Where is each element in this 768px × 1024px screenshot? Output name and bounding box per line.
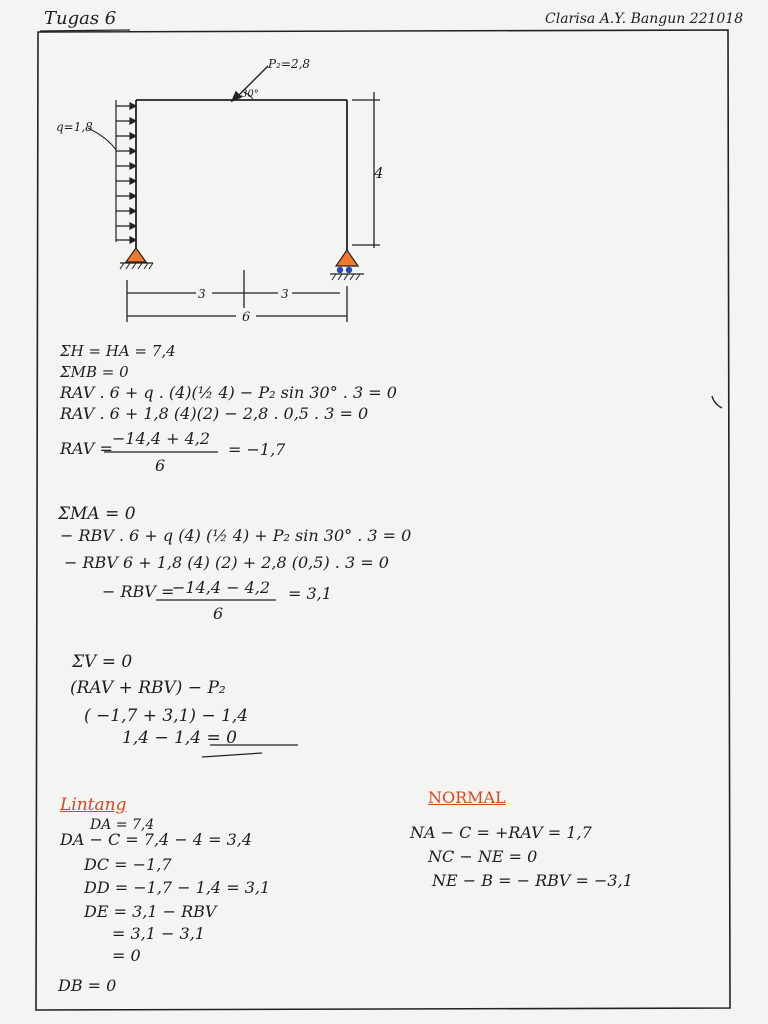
lintang-line-4: DE = 3,1 − RBV xyxy=(84,902,217,921)
eq-sum-h: ΣH = HA = 7,4 xyxy=(60,342,176,360)
eq-rav-numerator: −14,4 + 4,2 xyxy=(112,429,211,448)
load-q-label: q=1,8 xyxy=(56,120,93,134)
lintang-line-2: DC = −1,7 xyxy=(84,855,172,874)
eq-rav-1: RAV . 6 + q . (4)(½ 4) − P₂ sin 30° . 3 = 0 xyxy=(60,383,397,402)
span-left-label: 3 xyxy=(198,287,206,301)
eq-rav-result: = −1,7 xyxy=(228,440,286,459)
normal-line-1: NA − C = +RAV = 1,7 xyxy=(410,823,592,842)
title-underline xyxy=(40,30,130,31)
author-name: Clarisa A.Y. Bangun 221018 xyxy=(545,11,744,27)
eq-check-3: 1,4 − 1,4 = 0 xyxy=(122,728,237,748)
normal-line-3: NE − B = − RBV = −3,1 xyxy=(432,871,633,890)
eq-check-2: ( −1,7 + 3,1) − 1,4 xyxy=(84,706,249,726)
lintang-line-3: DD = −1,7 − 1,4 = 3,1 xyxy=(84,878,271,897)
zero-underline-2 xyxy=(202,753,262,757)
eq-rbv-lhs: − RBV = xyxy=(102,582,175,601)
eq-rbv-1: − RBV . 6 + q (4) (½ 4) + P₂ sin 30° . 3 = 0 xyxy=(60,526,412,545)
lintang-da-note: DA = 7,4 xyxy=(90,817,155,833)
roller-support-b xyxy=(330,250,364,280)
lintang-line-7: DB = 0 xyxy=(58,976,117,995)
eq-rbv-denominator: 6 xyxy=(213,604,224,623)
angle-label: 30° xyxy=(241,89,259,100)
eq-rav-denominator: 6 xyxy=(155,456,166,475)
eq-rav-2: RAV . 6 + 1,8 (4)(2) − 2,8 . 0,5 . 3 = 0 xyxy=(60,404,369,423)
eq-sum-v: ΣV = 0 xyxy=(72,652,133,672)
eq-rbv-2: − RBV 6 + 1,8 (4) (2) + 2,8 (0,5) . 3 = 0 xyxy=(64,553,389,572)
eq-rav-lhs: RAV = xyxy=(60,439,113,458)
eq-sum-mb: ΣMB = 0 xyxy=(60,363,129,381)
span-total-label: 6 xyxy=(242,310,251,325)
lintang-line-1: DA − C = 7,4 − 4 = 3,4 xyxy=(60,830,253,849)
distributed-load-arrows xyxy=(116,100,136,243)
lintang-line-5: = 3,1 − 3,1 xyxy=(112,924,205,943)
eq-check-1: (RAV + RBV) − P₂ xyxy=(70,678,226,698)
eq-sum-ma: ΣMA = 0 xyxy=(58,504,136,524)
point-load-label: P₂=2,8 xyxy=(268,57,311,71)
eq-rbv-result: = 3,1 xyxy=(288,584,332,603)
lintang-title: Lintang xyxy=(60,795,127,815)
normal-line-2: NC − NE = 0 xyxy=(428,847,538,866)
stray-mark xyxy=(712,396,722,408)
span-right-label: 3 xyxy=(281,287,289,301)
lintang-line-6: = 0 xyxy=(112,946,141,965)
pin-support-a xyxy=(120,248,153,269)
span-dimension xyxy=(127,270,347,322)
eq-rbv-numerator: −14,4 − 4,2 xyxy=(172,578,271,597)
normal-title: NORMAL xyxy=(428,788,506,807)
portal-frame xyxy=(136,100,347,250)
height-label: 4 xyxy=(374,164,384,182)
page-title: Tugas 6 xyxy=(44,8,117,29)
